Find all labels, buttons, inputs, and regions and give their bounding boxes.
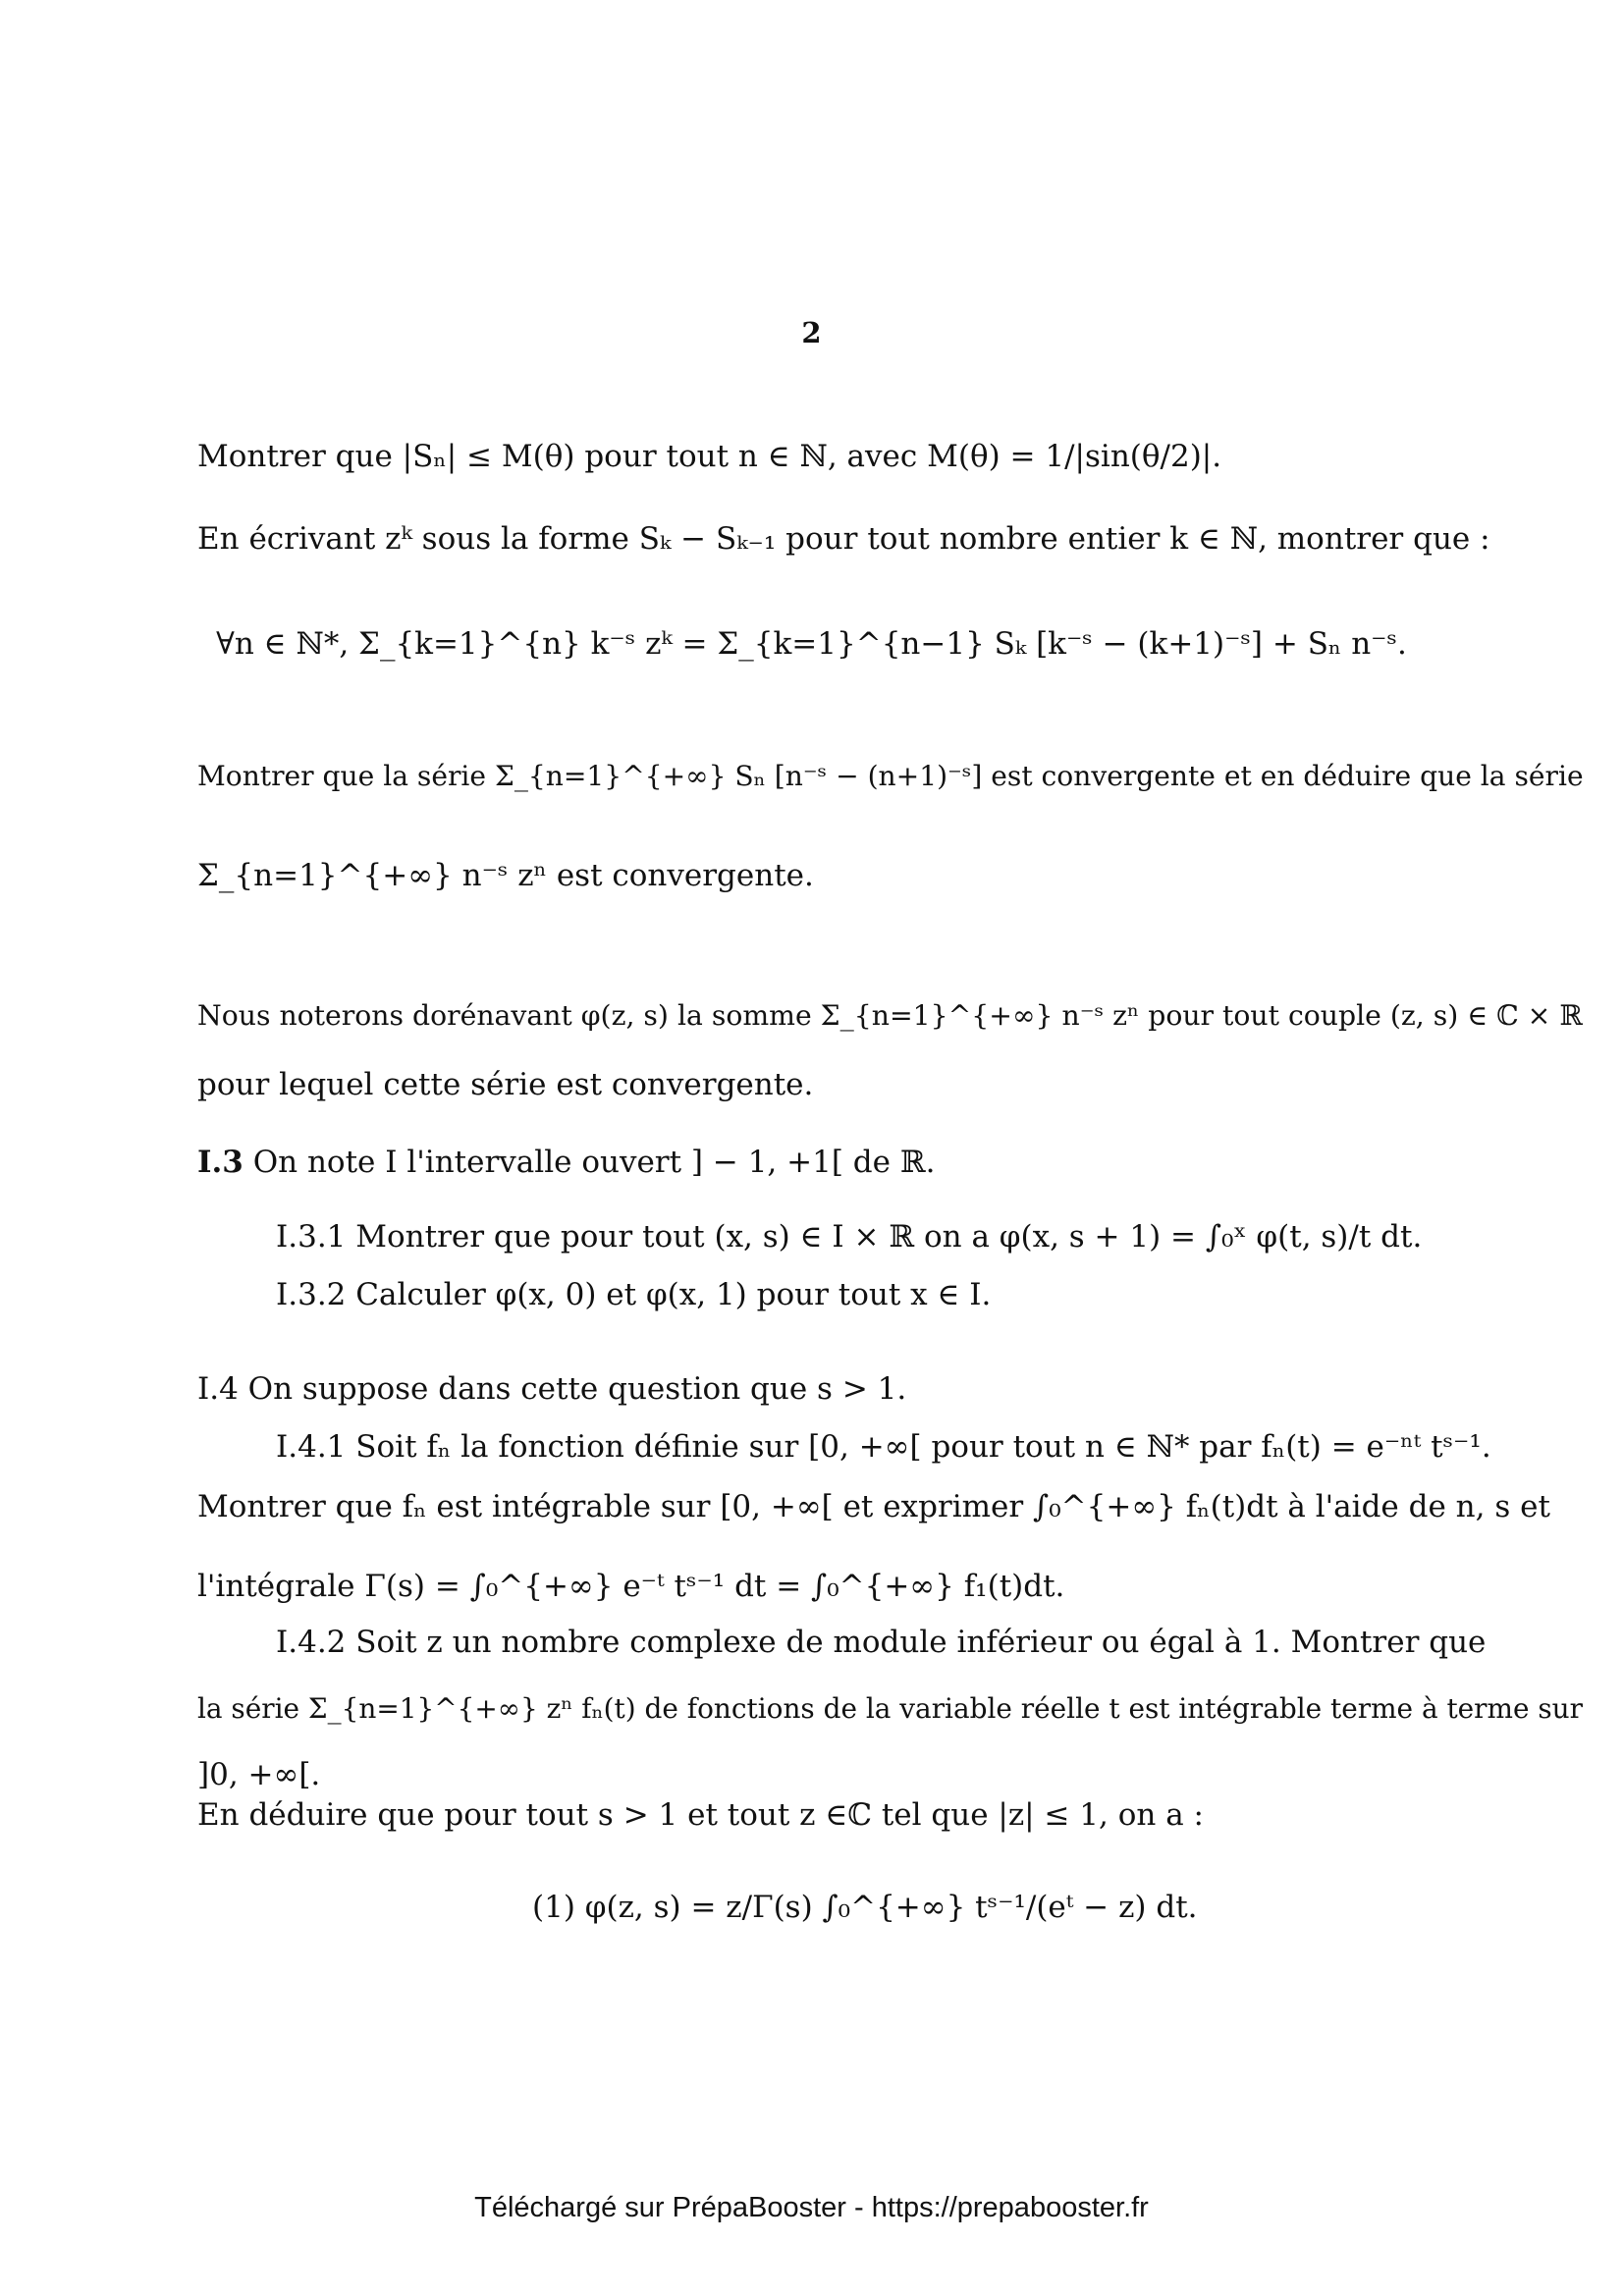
text-line: Montrer que |Sₙ| ≤ M(θ) pour tout n ∈ ℕ, avec M(θ) = 1/|sin(θ/2)|.: [197, 439, 1222, 474]
text-line: En écrivant zᵏ sous la forme Sₖ − Sₖ₋₁ pour tout nombre entier k ∈ ℕ, montrer que :: [197, 521, 1490, 557]
question-I41: I.4.1 Soit fₙ la fonction définie sur [0, +∞[ pour tout n ∈ ℕ* par fₙ(t) = e⁻ⁿᵗ tˢ⁻¹.: [276, 1429, 1491, 1465]
equation-1: (1) φ(z, s) = z/Γ(s) ∫₀^{+∞} tˢ⁻¹/(eᵗ − z) dt.: [532, 1890, 1198, 1925]
section-heading-I4: I.4 On suppose dans cette question que s > 1.: [197, 1371, 907, 1407]
text-line: Montrer que la série Σ_{n=1}^{+∞} Sₙ [n⁻ˢ − (n+1)⁻ˢ] est convergente et en déduire que la série: [197, 760, 1584, 792]
text-line: Montrer que fₙ est intégrable sur [0, +∞[ et exprimer ∫₀^{+∞} fₙ(t)dt à l'aide de n, s et: [197, 1489, 1550, 1524]
text-line: ]0, +∞[.: [197, 1757, 321, 1792]
text-line: Nous noterons dorénavant φ(z, s) la somme Σ_{n=1}^{+∞} n⁻ˢ zⁿ pour tout couple (z, s) ∈ ℂ × ℝ: [197, 999, 1583, 1032]
question-I31: I.3.1 Montrer que pour tout (x, s) ∈ I × ℝ on a φ(x, s + 1) = ∫₀ˣ φ(t, s)/t dt.: [276, 1219, 1423, 1255]
text-line: Σ_{n=1}^{+∞} n⁻ˢ zⁿ est convergente.: [197, 858, 814, 893]
question-I32: I.3.2 Calculer φ(x, 0) et φ(x, 1) pour tout x ∈ I.: [276, 1277, 992, 1312]
footer-text: Téléchargé sur PrépaBooster - https://prepabooster.fr: [474, 2192, 1149, 2223]
text-line: l'intégrale Γ(s) = ∫₀^{+∞} e⁻ᵗ tˢ⁻¹ dt = ∫₀^{+∞} f₁(t)dt.: [197, 1569, 1065, 1604]
question-I42: I.4.2 Soit z un nombre complexe de module inférieur ou égal à 1. Montrer que: [276, 1625, 1487, 1660]
section-text: On note I l'intervalle ouvert ] − 1, +1[ de ℝ.: [252, 1145, 936, 1180]
text-line: la série Σ_{n=1}^{+∞} zⁿ fₙ(t) de fonctions de la variable réelle t est intégrable terme à terme sur: [197, 1692, 1583, 1725]
equation-sum-identity: ∀n ∈ ℕ*, Σ_{k=1}^{n} k⁻ˢ zᵏ = Σ_{k=1}^{n−1} Sₖ [k⁻ˢ − (k+1)⁻ˢ] + Sₙ n⁻ˢ.: [216, 626, 1407, 662]
section-heading-I3: I.3 On note I l'intervalle ouvert ] − 1, +1[ de ℝ.: [197, 1145, 936, 1180]
page-number: 2: [801, 316, 822, 349]
text-line: pour lequel cette série est convergente.: [197, 1067, 814, 1102]
text-line: En déduire que pour tout s > 1 et tout z ∈ℂ tel que |z| ≤ 1, on a :: [197, 1797, 1204, 1833]
